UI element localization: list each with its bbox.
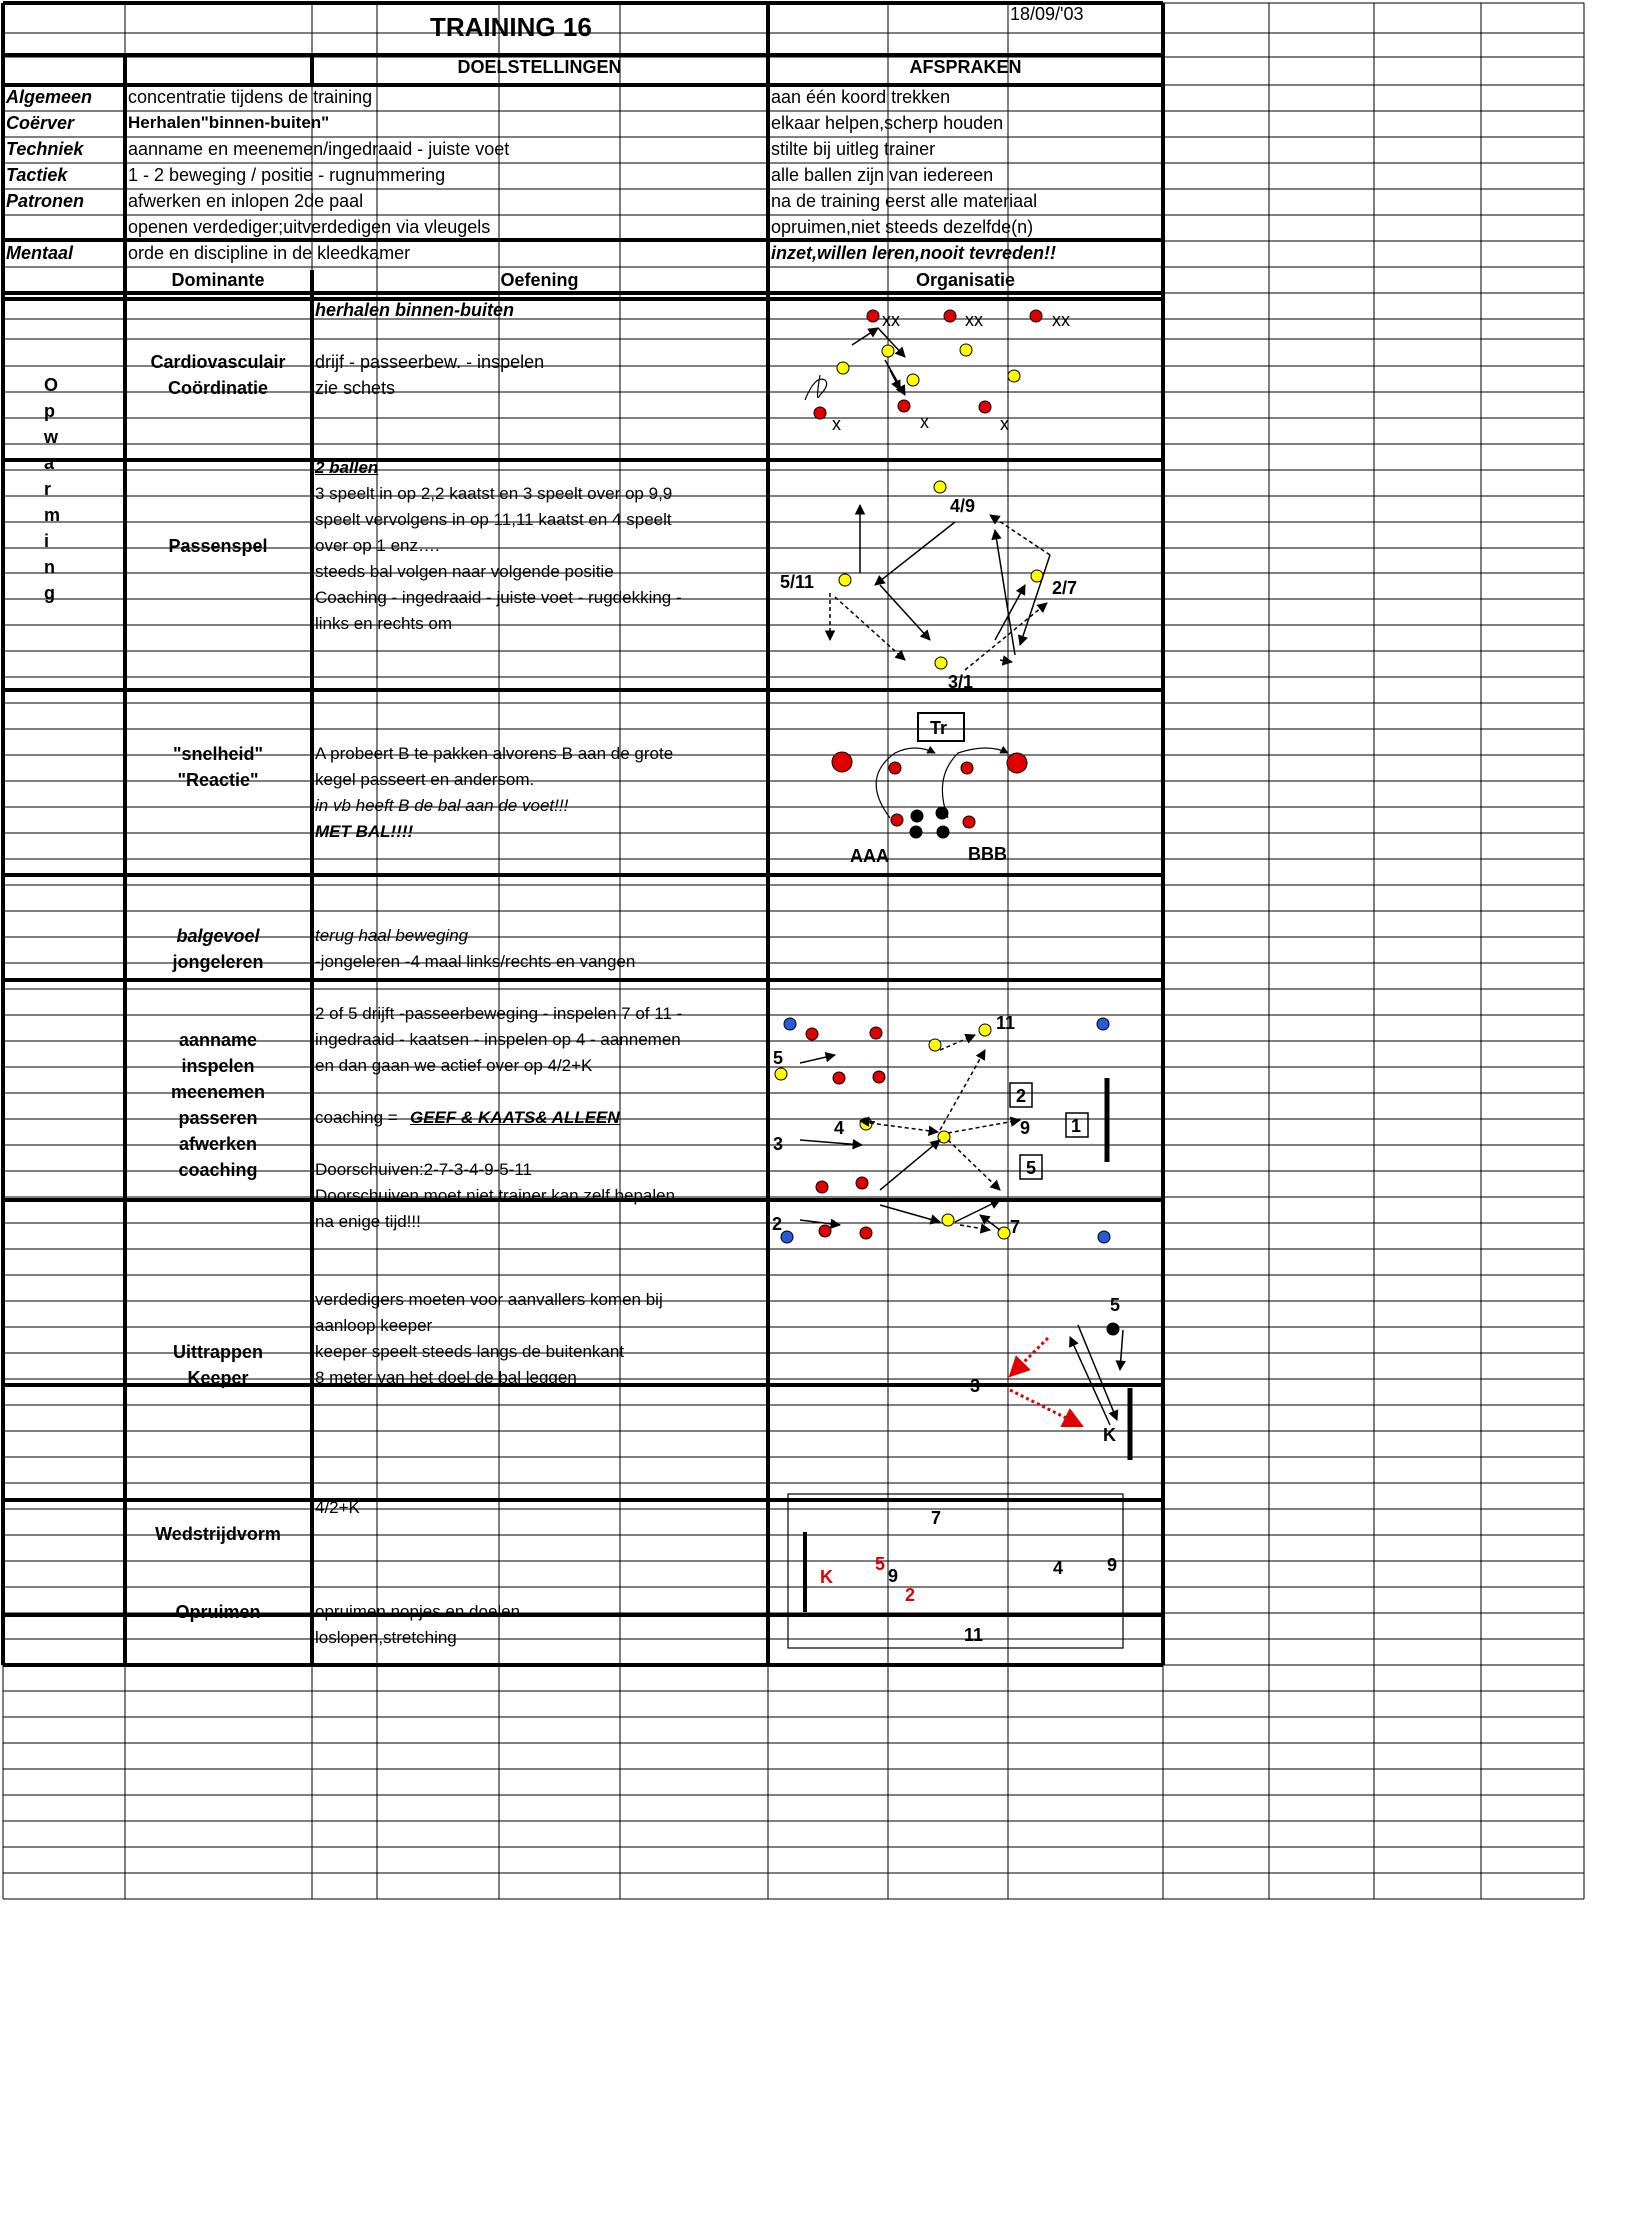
exercise-line: Doorschuiven moet niet trainer kan zelf bepalen [315,1186,676,1205]
dominante-label: aanname [178,1030,258,1050]
pass-arrow [940,1050,985,1130]
dominante-label: Keeper [187,1368,249,1388]
run-arrow [1000,660,1012,662]
player-number: 9 [888,1566,899,1586]
objective-goal: Herhalen"binnen-buiten" [128,113,330,132]
run-arrow [800,1140,862,1145]
position-label: 5 [773,1048,784,1068]
objective-label: Mentaal [6,243,74,263]
run-arrow [995,585,1025,640]
red-cone [860,1227,872,1239]
black-player [910,826,922,838]
objective-goal: openen verdediger;uitverdedigen via vleugels [128,217,491,237]
group-b-label: BBB [968,844,1007,864]
objective-label: Algemeen [6,87,93,107]
player-number: 9 [1107,1555,1118,1575]
yellow-player [837,362,849,374]
dominante-label: Opruimen [175,1602,261,1622]
yellow-player [960,344,972,356]
opwarming-letter: w [44,427,59,447]
dominante-label: Uittrappen [173,1342,263,1362]
position-label: 5 [1026,1158,1037,1178]
header-organisatie: Organisatie [915,270,1016,290]
keeper-label: K [1103,1425,1116,1445]
red-player [889,762,901,774]
agreement-rule: stilte bij uitleg trainer [771,139,936,159]
exercise-line: opruimen nopjes en doelen [315,1602,521,1621]
objective-goal: 1 - 2 beweging / positie - rugnummering [128,165,446,185]
red-cone [870,1027,882,1039]
exercise-line: A probeert B te pakken alvorens B aan de grote [315,744,674,763]
run-path-a [876,748,935,818]
pass-arrow [948,1140,1000,1190]
blue-cone [1098,1231,1110,1243]
run-arrow [860,1121,875,1122]
red-cone [867,310,879,322]
red-cone [819,1225,831,1237]
red-cone [898,400,910,412]
dominante-label: Coördinatie [167,378,268,398]
red-cone [944,310,956,322]
opwarming-letter: n [44,557,55,577]
agreement-rule: aan één koord trekken [771,87,951,107]
objective-goal: concentratie tijdens de training [128,87,373,107]
exercise-line: 8 meter van het doel de bal leggen [315,1368,577,1387]
agreement-rule: alle ballen zijn van iedereen [771,165,994,185]
run-arrow [800,1220,840,1225]
pass-arrow [965,603,1047,670]
exercise-line: over op 1 enz…. [315,536,440,555]
run-arrow [880,585,930,640]
header-doelstellingen: DOELSTELLINGEN [457,57,622,77]
run-arrow [880,1205,940,1222]
dominante-label: Passenspel [168,536,268,556]
blue-cone [1097,1018,1109,1030]
agreement-rule: inzet,willen leren,nooit tevreden!! [771,243,1057,263]
position-label: 3 [970,1376,981,1396]
run-arrow [1078,1325,1117,1420]
exercise-line: 4/2+K [315,1498,360,1517]
pass-arrow [948,1120,1020,1133]
x-marker: x [832,414,841,434]
exercise-line: zie schets [315,378,396,398]
red-player [963,816,975,828]
dominante-label: passeren [178,1108,258,1128]
dominante-label: "snelheid" [172,744,264,764]
pass-arrow [960,1225,990,1230]
xx-marker: xx [882,310,900,330]
yellow-player [929,1039,941,1051]
objective-label: Coërver [6,113,75,133]
run-arrow [1020,555,1050,645]
position-label: 9 [1020,1118,1031,1138]
exercise-line: steeds bal volgen naar volgende positie [315,562,614,581]
exercise-line: -jongeleren -4 maal links/rechts en vangen [315,952,636,971]
run-arrow [875,522,955,585]
xx-marker: xx [1052,310,1070,330]
exercise-line: MET BAL!!!! [315,822,414,841]
exercise-line: terug haal beweging [315,926,469,945]
position-label: 4/9 [950,496,976,516]
run-arrow [885,360,905,395]
run-arrow [890,370,900,390]
player-number: 4 [1053,1558,1064,1578]
dominante-label: Cardiovasculair [150,352,286,372]
position-label: 2 [772,1214,783,1234]
dominante-label: "Reactie" [177,770,259,790]
exercise-line: herhalen binnen-buiten [315,300,515,320]
exercise-line: loslopen,stretching [315,1628,457,1647]
position-label: 3/1 [948,672,974,692]
exercise-line: 2 of 5 drijft -passeerbeweging - inspelen 7 of 11 - [315,1004,683,1023]
black-player [937,826,949,838]
run-arrow [980,1215,1000,1230]
exercise-line: verdedigers moeten voor aanvallers komen bij [315,1290,663,1309]
dominante-label: inspelen [181,1056,255,1076]
field-rect [788,1494,1123,1648]
exercise-line: speelt vervolgens in op 11,11 kaatst en 4 speelt [315,510,672,529]
exercise-line: coaching = [315,1108,398,1127]
header-oefening: Oefening [500,270,579,290]
position-label: 5 [1110,1295,1121,1315]
objective-goal: orde en discipline in de kleedkamer [128,243,411,263]
objective-goal: afwerken en inlopen 2de paal [128,191,364,211]
yellow-player [775,1068,787,1080]
dominante-label: balgevoel [176,926,260,946]
run-arrow [995,530,1015,655]
position-label: 11 [996,1013,1016,1033]
opwarming-letter: m [44,505,61,525]
exercise-line: aanloop keeper [315,1316,433,1335]
pass-arrow [1010,1390,1082,1426]
big-red-cone [832,752,852,772]
header-afspraken: AFSPRAKEN [909,57,1022,77]
dribble-squiggle [805,375,827,400]
objective-label: Techniek [6,139,84,159]
red-player [961,762,973,774]
position-label: 2 [1016,1086,1027,1106]
run-path-b [942,748,1008,818]
exercise-line: in vb heeft B de bal aan de voet!!! [315,796,569,815]
opwarming-letter: i [44,531,50,551]
exercise-line: na enige tijd!!! [315,1212,421,1231]
header-dominante: Dominante [171,270,265,290]
group-a-label: AAA [850,846,889,866]
run-arrow [1070,1337,1110,1425]
dominante-label: Wedstrijdvorm [155,1524,281,1544]
dominante-label: jongeleren [172,952,264,972]
position-label: 4 [834,1118,845,1138]
exercise-line: ingedraaid - kaatsen - inspelen op 4 - aannemen [315,1030,681,1049]
x-marker: x [1000,414,1009,434]
agreement-rule: elkaar helpen,scherp houden [771,113,1004,133]
pass-arrow [940,1035,975,1050]
yellow-player [839,574,851,586]
red-cone [856,1177,868,1189]
ball [1107,1323,1119,1335]
objective-goal: aanname en meenemen/ingedraaid - juiste voet [128,139,510,159]
yellow-player [998,1227,1010,1239]
x-marker: x [920,412,929,432]
pass-arrow [870,1123,938,1132]
agreement-rule: opruimen,niet steeds dezelfde(n) [771,217,1034,237]
exercise-line: keeper speelt steeds langs de buitenkant [315,1342,625,1361]
player-number: 7 [931,1508,942,1528]
run-arrow [955,1200,1000,1222]
yellow-player [907,374,919,386]
agreement-rule: na de training eerst alle materiaal [771,191,1038,211]
red-cone [873,1071,885,1083]
pass-arrow [1010,1338,1048,1376]
yellow-player [935,657,947,669]
red-cone [806,1028,818,1040]
exercise-line: Doorschuiven:2-7-3-4-9-5-11 [315,1160,533,1179]
run-arrow [1120,1330,1123,1370]
exercise-line: links en rechts om [315,614,452,633]
dominante-label: meenemen [170,1082,266,1102]
exercise-line: drijf - passeerbew. - inspelen [315,352,545,372]
black-player [911,810,923,822]
yellow-player [860,1118,872,1130]
objective-label: Patronen [6,191,85,211]
position-label: 1 [1071,1116,1082,1136]
objective-label: Tactiek [6,165,68,185]
yellow-player [942,1214,954,1226]
yellow-player [1008,370,1020,382]
keeper-label: K [820,1567,833,1587]
blue-cone [784,1018,796,1030]
blue-cone [781,1231,793,1243]
trainer-label: Tr [930,718,948,738]
position-label: 2/7 [1052,578,1078,598]
player-number: 11 [964,1625,984,1645]
yellow-player [979,1024,991,1036]
exercise-line: Coaching - ingedraaid - juiste voet - rugdekking - [315,588,682,607]
xx-marker: xx [965,310,983,330]
run-arrow [852,328,878,345]
red-cone [979,401,991,413]
pass-arrow [835,597,905,660]
dominante-label: afwerken [178,1134,258,1154]
page-title: TRAINING 16 [430,12,592,42]
opwarming-letter: r [44,479,52,499]
opwarming-letter: p [44,401,55,421]
red-cone [833,1072,845,1084]
red-cone [1030,310,1042,322]
dominante-label: coaching [178,1160,258,1180]
run-arrow [880,1140,940,1190]
run-arrow [800,1055,835,1063]
yellow-player [882,345,894,357]
exercise-line: en dan gaan we actief over op 4/2+K [315,1056,593,1075]
opwarming-letter: O [44,375,59,395]
exercise-line: 3 speelt in op 2,2 kaatst en 3 speelt over op 9,9 [315,484,673,503]
coaching-emphasis: GEEF & KAATS& ALLEEN [410,1108,620,1127]
position-label: 7 [1010,1217,1021,1237]
opwarming-letter: g [44,583,55,603]
red-cone [816,1181,828,1193]
date: 18/09/'03 [1010,4,1084,24]
yellow-player [934,481,946,493]
position-label: 5/11 [780,572,815,592]
player-number: 5 [875,1554,886,1574]
pass-arrow [990,515,1050,555]
player-number: 2 [905,1585,916,1605]
exercise-line: 2 ballen [315,458,379,477]
position-label: 3 [773,1134,784,1154]
exercise-line: kegel passeert en andersom. [315,770,535,789]
big-red-cone [1007,753,1027,773]
red-player [891,814,903,826]
red-cone [814,407,826,419]
opwarming-letter: a [44,453,55,473]
